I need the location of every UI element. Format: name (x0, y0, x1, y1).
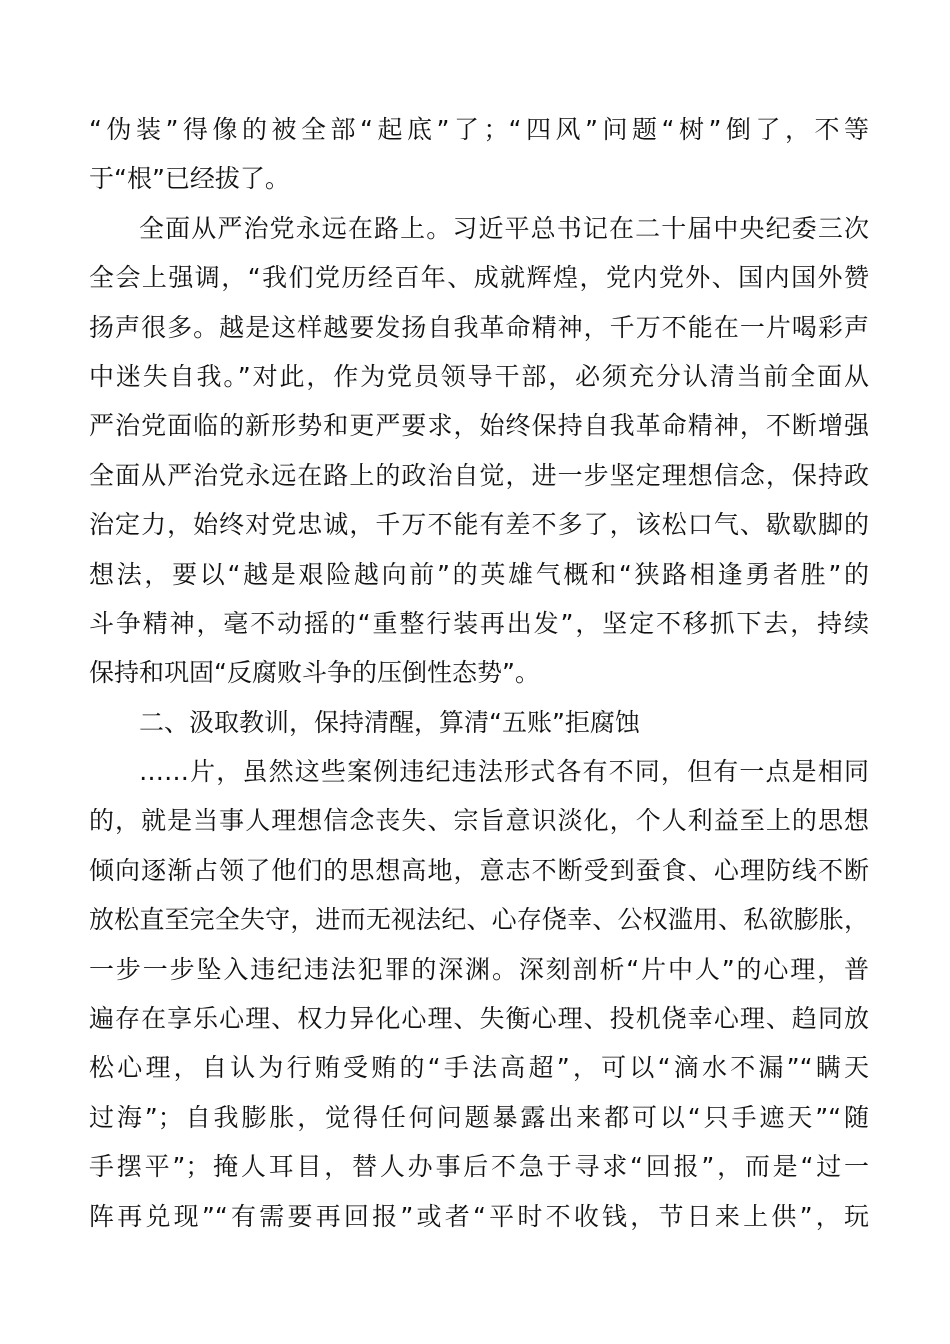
text-line: 阵再兑现”“有需要再回报”或者“平时不收钱，节日来上供”，玩 (89, 1201, 869, 1231)
text-line: 中迷失自我。”对此，作为党员领导干部，必须充分认清当前全面从 (89, 361, 869, 391)
text-line: 全会上强调，“我们党历经百年、成就辉煌，党内党外、国内国外赞 (89, 263, 869, 293)
text-line: 一步一步坠入违纪违法犯罪的深渊。深刻剖析“片中人”的心理，普 (89, 954, 869, 984)
text-line: 过海”；自我膨胀，觉得任何问题暴露出来都可以“只手遮天”“随 (89, 1102, 869, 1132)
text-line: 二、汲取教训，保持清醒，算清“五账”拒腐蚀 (139, 707, 640, 737)
text-line: 的，就是当事人理想信念丧失、宗旨意识淡化，个人利益至上的思想 (89, 806, 869, 836)
text-line: 严治党面临的新形势和更严要求，始终保持自我革命精神，不断增强 (89, 411, 869, 441)
text-line: 放松直至完全失守，进而无视法纪、心存侥幸、公权滥用、私欲膨胀， (89, 905, 869, 935)
text-line: ……片，虽然这些案例违纪违法形式各有不同，但有一点是相同 (139, 757, 869, 787)
text-line: 全面从严治党永远在路上的政治自觉，进一步坚定理想信念，保持政 (89, 460, 869, 490)
text-line: 斗争精神，毫不动摇的“重整行装再出发”，坚定不移抓下去，持续 (89, 608, 869, 638)
text-line: 遍存在享乐心理、权力异化心理、失衡心理、投机侥幸心理、趋同放 (89, 1004, 869, 1034)
text-line: 倾向逐渐占领了他们的思想高地，意志不断受到蚕食、心理防线不断 (89, 855, 869, 885)
text-line: 松心理，自认为行贿受贿的“手法高超”，可以“滴水不漏”“瞒天 (89, 1053, 869, 1083)
text-line: 全面从严治党永远在路上。习近平总书记在二十届中央纪委三次 (139, 213, 869, 243)
text-line: 扬声很多。越是这样越要发扬自我革命精神，千万不能在一片喝彩声 (89, 312, 869, 342)
text-line: 手摆平”；掩人耳目，替人办事后不急于寻求“回报”，而是“过一 (89, 1152, 869, 1182)
text-line: 于“根”已经拔了。 (89, 164, 290, 194)
text-line: 保持和巩固“反腐败斗争的压倒性态势”。 (89, 658, 540, 688)
text-line: 治定力，始终对党忠诚，千万不能有差不多了，该松口气、歇歇脚的 (89, 510, 869, 540)
body-text (89, 105, 869, 1241)
text-line: 想法，要以“越是艰险越向前”的英雄气概和“狭路相逢勇者胜”的 (89, 559, 869, 589)
text-line: “伪装”得像的被全部“起底”了；“四风”问题“树”倒了，不等 (89, 115, 869, 144)
